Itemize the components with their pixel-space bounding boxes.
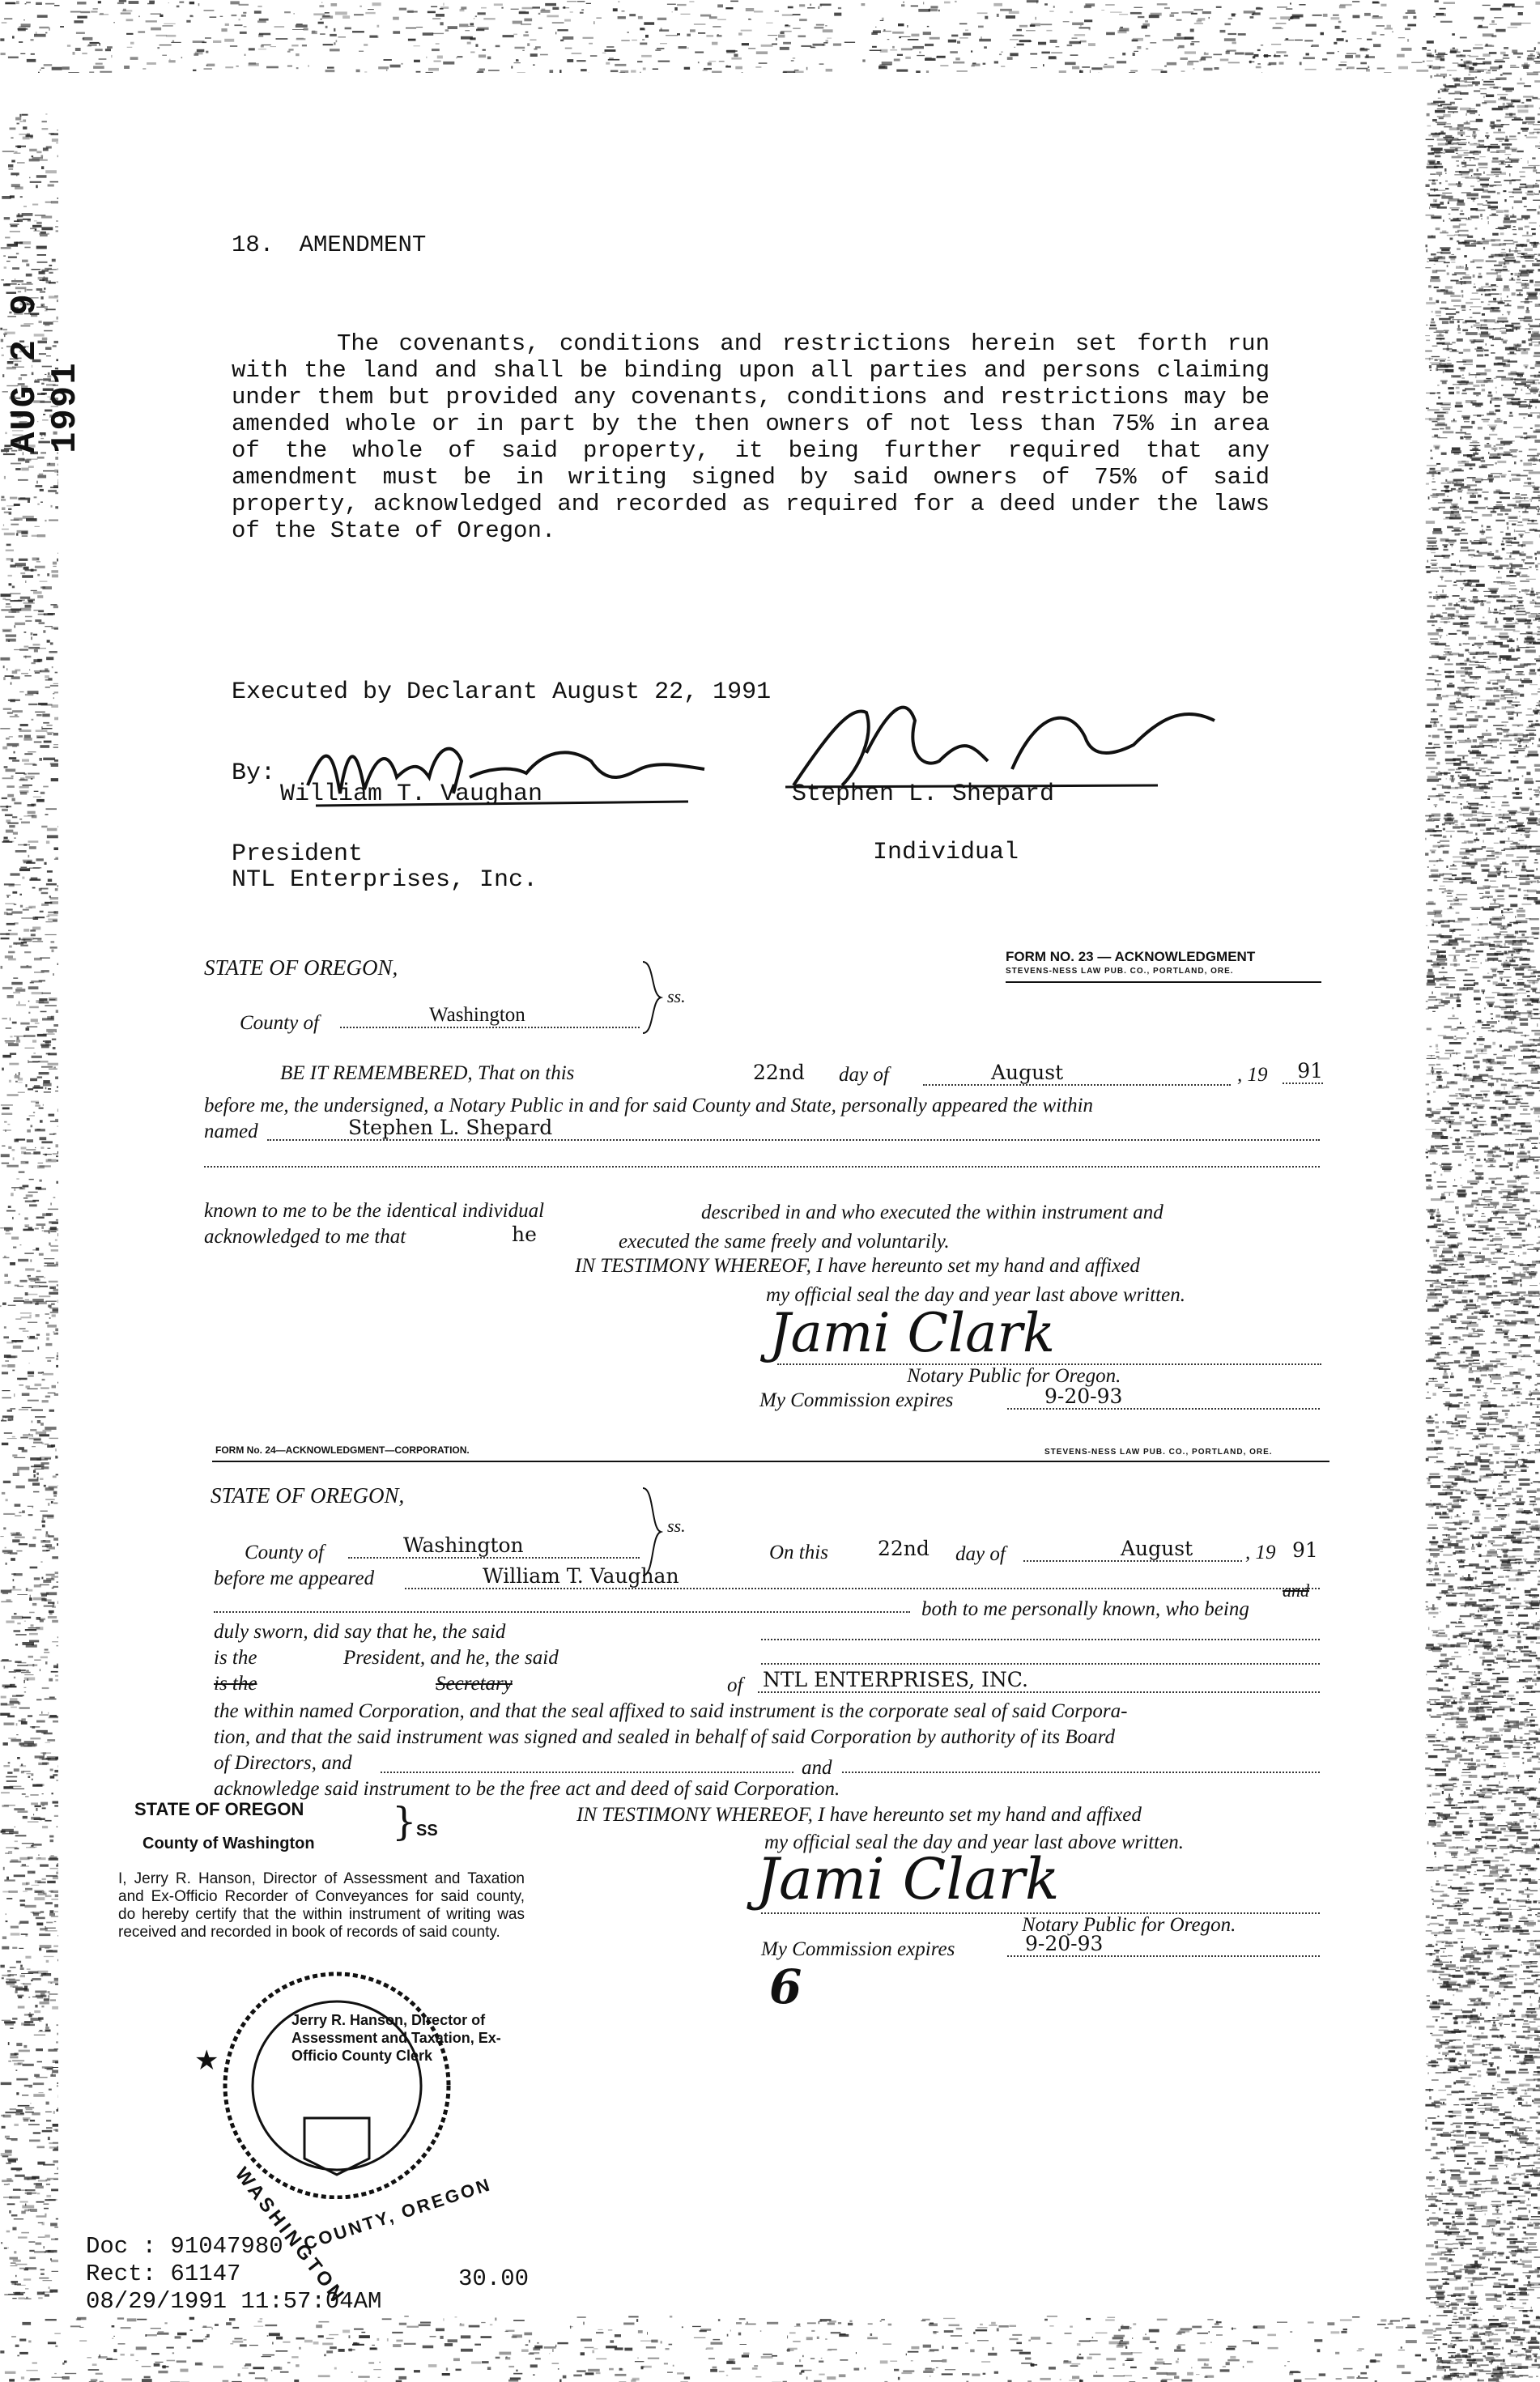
recording-state: STATE OF OREGON xyxy=(134,1799,304,1819)
signer1-org: NTL Enterprises, Inc. xyxy=(232,866,538,894)
form24-state: STATE OF OREGON, xyxy=(211,1483,405,1508)
signer2-title: Individual xyxy=(873,839,1019,866)
receipt-amount: 30.00 xyxy=(458,2265,530,2292)
form24-corporation: NTL ENTERPRISES, INC. xyxy=(758,1668,1320,1693)
form23-pronoun: he xyxy=(512,1223,537,1246)
form23-official-seal: my official seal the day and year last above written. xyxy=(766,1284,1185,1306)
side-date-stamp: AUG 2 9 1991 xyxy=(5,292,86,453)
form24-within-1: the within named Corporation, and that the seal affixed to said instrument is the corporate seal of said Corpora- xyxy=(214,1700,1128,1722)
form23-county: Washington xyxy=(340,1004,640,1028)
form24-blank-line-2 xyxy=(761,1619,1320,1640)
section-title: AMENDMENT xyxy=(299,232,427,258)
signer1-title: President xyxy=(232,840,364,868)
form23-described: described in and who executed the within instrument and xyxy=(701,1202,1164,1223)
form24-is-the: is the xyxy=(214,1647,257,1669)
form24-commission: 9-20-93 xyxy=(1007,1932,1320,1957)
scan-noise-right xyxy=(1425,49,1540,2380)
form24-day-of: day of xyxy=(955,1543,1006,1565)
amendment-paragraph: The covenants, conditions and restrictions herein set forth run with the land and shall be binding upon all parties and persons claiming under them but provided any covenants, conditions and restrictions may be amended whole or in part by the then owners of not less than 75% in area of the whole of said property, it being further required that any amendment must be in writing signed by said owners of 75% of said property, acknowledged and recorded as required for a deed under the laws of the State of Oregon. xyxy=(232,330,1270,544)
form24-year: 91 xyxy=(1292,1538,1318,1562)
recording-ss: SS xyxy=(416,1822,438,1840)
form24-county: Washington xyxy=(348,1533,640,1559)
seal-label-top: WASHINGTON xyxy=(230,2163,351,2308)
form23-header: FORM NO. 23 — ACKNOWLEDGMENT xyxy=(1006,949,1256,964)
form23-commission-label: My Commission expires xyxy=(759,1389,954,1411)
form24-publisher: STEVENS-NESS LAW PUB. CO., PORTLAND, ORE. xyxy=(1044,1448,1273,1457)
form23-ss: ss. xyxy=(667,986,686,1006)
form23-brace xyxy=(640,960,664,1035)
section-number: 18. xyxy=(232,232,274,258)
form24-blank-line-4 xyxy=(381,1752,793,1773)
receipt-datetime: 08/29/1991 11:57:04AM xyxy=(86,2288,382,2315)
form23-executed-same: executed the same freely and voluntarily. xyxy=(619,1231,950,1253)
form23-notary-label: Notary Public for Oregon. xyxy=(907,1365,1121,1387)
form23-day-of: day of xyxy=(839,1064,889,1086)
signer2-name: Stephen L. Shepard xyxy=(792,781,1055,808)
recording-county: County of Washington xyxy=(143,1835,315,1852)
form23-year-prefix: , 19 xyxy=(1237,1064,1268,1086)
receipt-doc: Doc : 91047980 xyxy=(86,2233,283,2260)
form23-month: August xyxy=(923,1061,1231,1086)
form23-named-label: named xyxy=(204,1121,258,1142)
form24-ss: ss. xyxy=(667,1516,686,1536)
form23-testimony: IN TESTIMONY WHEREOF, I have hereunto set my hand and affixed xyxy=(575,1255,1140,1277)
signer1-name: William T. Vaughan xyxy=(280,781,543,808)
form24-blank-line-3 xyxy=(761,1644,1320,1665)
executed-line: Executed by Declarant August 22, 1991 xyxy=(232,678,772,706)
form24-within-3: of Directors, and xyxy=(214,1752,352,1774)
form23-state: STATE OF OREGON, xyxy=(204,955,398,980)
scan-noise-bottom xyxy=(0,2316,1540,2382)
form24-before-label: before me appeared xyxy=(214,1567,375,1589)
form24-notary-label: Notary Public for Oregon. xyxy=(1022,1914,1236,1936)
form24-appeared: William T. Vaughan xyxy=(405,1564,1320,1589)
form24-within-2: tion, and that the said instrument was signed and sealed in behalf of said Corporation by authority of its Board xyxy=(214,1726,1115,1748)
seal-label-bottom: COUNTY, OREGON xyxy=(301,2174,495,2254)
section-heading xyxy=(232,232,426,258)
page-mark: 6 xyxy=(769,1959,802,2014)
form23-known: known to me to be the identical individual xyxy=(204,1200,545,1222)
form24-blank-line-1 xyxy=(214,1592,910,1613)
form24-month: August xyxy=(1023,1537,1242,1562)
form23-notary-signature: Jami Clark xyxy=(769,1302,1055,1364)
county-seal xyxy=(191,1956,515,2199)
recording-text: I, Jerry R. Hanson, Director of Assessment and Taxation and Ex-Officio Recorder of Conveyances for said county, do hereby certify that the within instrument of writing was received and recorded in book of records of said county. xyxy=(118,1870,525,1941)
scan-noise-top xyxy=(0,0,1540,73)
form23-day: 22nd xyxy=(753,1061,805,1084)
form24-duly-sworn: duly sworn, did say that he, the said xyxy=(214,1621,506,1643)
form23-year: 91 xyxy=(1283,1059,1323,1084)
form24-of-label: of xyxy=(727,1674,743,1696)
form23-county-label: County of xyxy=(240,1012,319,1034)
form24-notary-signature: Jami Clark xyxy=(756,1846,1060,1912)
form23-blank-line xyxy=(204,1143,1320,1168)
recording-clerk: Jerry R. Hanson, Director of Assessment and Taxation, Ex-Officio County Clerk xyxy=(291,2012,501,2064)
form24-both: both to me personally known, who being xyxy=(921,1598,1249,1620)
form24-year-prefix: , 19 xyxy=(1245,1542,1276,1563)
form24-is-the-2: is the xyxy=(214,1673,257,1695)
form24-blank-line-5 xyxy=(842,1752,1320,1773)
form23-be-it: BE IT REMEMBERED, That on this xyxy=(280,1062,575,1084)
form24-on-this: On this xyxy=(769,1542,828,1563)
form24-secretary: Secretary xyxy=(436,1673,513,1695)
form24-day: 22nd xyxy=(878,1537,930,1560)
form23-named: Stephen L. Shepard xyxy=(267,1116,1320,1141)
recording-brace: } xyxy=(392,1799,417,1844)
receipt-rect: Rect: 61147 xyxy=(86,2261,241,2287)
form24-header: FORM No. 24—ACKNOWLEDGMENT—CORPORATION. xyxy=(215,1444,470,1456)
form24-commission-label: My Commission expires xyxy=(761,1938,955,1960)
form24-testimony: IN TESTIMONY WHEREOF, I have hereunto set my hand and affixed xyxy=(576,1804,1142,1826)
form24-official-seal: my official seal the day and year last above written. xyxy=(764,1831,1184,1853)
form24-within-4: acknowledge said instrument to be the free act and deed of said Corporation. xyxy=(214,1778,840,1800)
form24-and-label: and xyxy=(1283,1580,1309,1601)
form24-rule xyxy=(212,1461,1329,1462)
form23-rule xyxy=(1006,981,1321,983)
form24-president: President, and he, the said xyxy=(343,1647,559,1669)
form23-acknowledged: acknowledged to me that xyxy=(204,1226,406,1248)
form23-publisher: STEVENS-NESS LAW PUB. CO., PORTLAND, ORE. xyxy=(1006,967,1234,976)
form24-and-2: and xyxy=(802,1757,832,1779)
form24-county-label: County of xyxy=(245,1542,324,1563)
form23-commission: 9-20-93 xyxy=(1007,1385,1320,1410)
by-label: By: xyxy=(232,759,276,787)
form23-before-me: before me, the undersigned, a Notary Public in and for said County and State, personally appeared the within xyxy=(204,1095,1094,1117)
